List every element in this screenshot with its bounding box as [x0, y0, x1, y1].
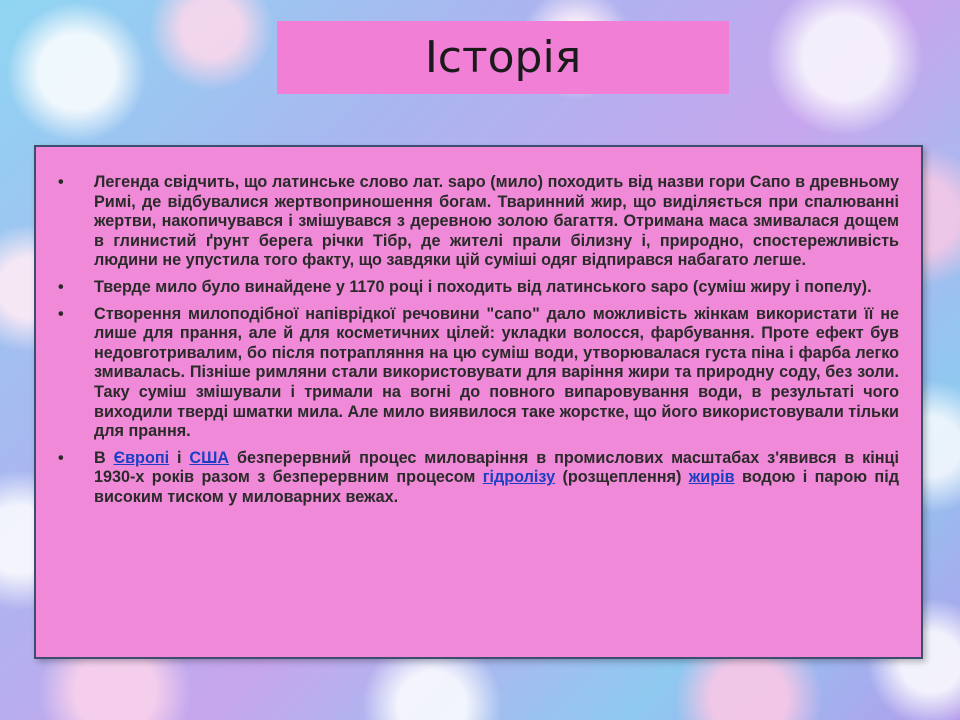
- bullet-marker: •: [58, 277, 64, 296]
- fats-link[interactable]: жирів: [688, 468, 735, 487]
- bullet-item-industrial: [58, 448, 899, 508]
- hydrolysis-link[interactable]: гідролізу: [482, 468, 556, 487]
- slide-title: Історія: [424, 32, 582, 83]
- bullet-text-part: (розщеплення): [555, 468, 689, 487]
- bullet-text: Тверде мило було винайдене у 1170 році і походить від латинського sapo (суміш жиру і попелу).: [94, 277, 872, 296]
- bullet-text-part: водою і парою під високим тиском у миловарних вежах.: [94, 468, 899, 506]
- bullet-marker: •: [58, 173, 64, 191]
- usa-link[interactable]: США: [189, 448, 230, 467]
- europe-link[interactable]: Європі: [113, 448, 170, 467]
- bullet-item-sapo: [58, 304, 899, 442]
- bullet-marker: •: [58, 304, 64, 323]
- bullet-text: Легенда свідчить, що латинське слово лат. sapo (мило) походить від назви гори Сапо в древньому Римі, де відбувалися жертвоприношення богам. Тваринний жир, що виділяється при спалюванні жертви, накопичувався і змішувався з деревною золою багаття. Отримана маса змивалася дощем в глинистий ґрунт берега річки Тібр, де жителі прали білизну і, природно, спостережливість людини не упустила того факту, що завдяки цій суміші одяг відпирався набагато легше.: [94, 173, 899, 270]
- bullet-list: [36, 147, 921, 508]
- bullet-text-part: безперервний процес миловаріння в промислових масштабах з'явився в кінці 1930-х років разом з безперервним процесом: [94, 448, 899, 487]
- bullet-text-part: і: [169, 448, 190, 467]
- bullet-item-legend: [58, 173, 899, 271]
- bullet-text-part: В: [94, 448, 114, 467]
- content-box: [34, 145, 923, 659]
- bullet-text: Створення милоподібної напіврідкої речовини "сапо" дало можливість жінкам використати її не лише для прання, але й для косметичних цілей: укладки волосся, фарбування. Проте ефект був недовготривалим, бо після потрапляння на цю суміш води, утворювалася густа піна і фарба легко змивалась. Пізніше римляни стали використовувати для варіння жири та природну соду, без золи. Таку суміш змішували і тримали на вогні до повного випаровування води, в результаті чого виходили тверді шматки мила. Але мило виявилося таке жорстке, що його використовували тільки для прання.: [94, 304, 899, 441]
- title-box: [277, 21, 729, 94]
- bullet-marker: •: [58, 448, 64, 467]
- bullet-item-hard-soap: [58, 277, 899, 298]
